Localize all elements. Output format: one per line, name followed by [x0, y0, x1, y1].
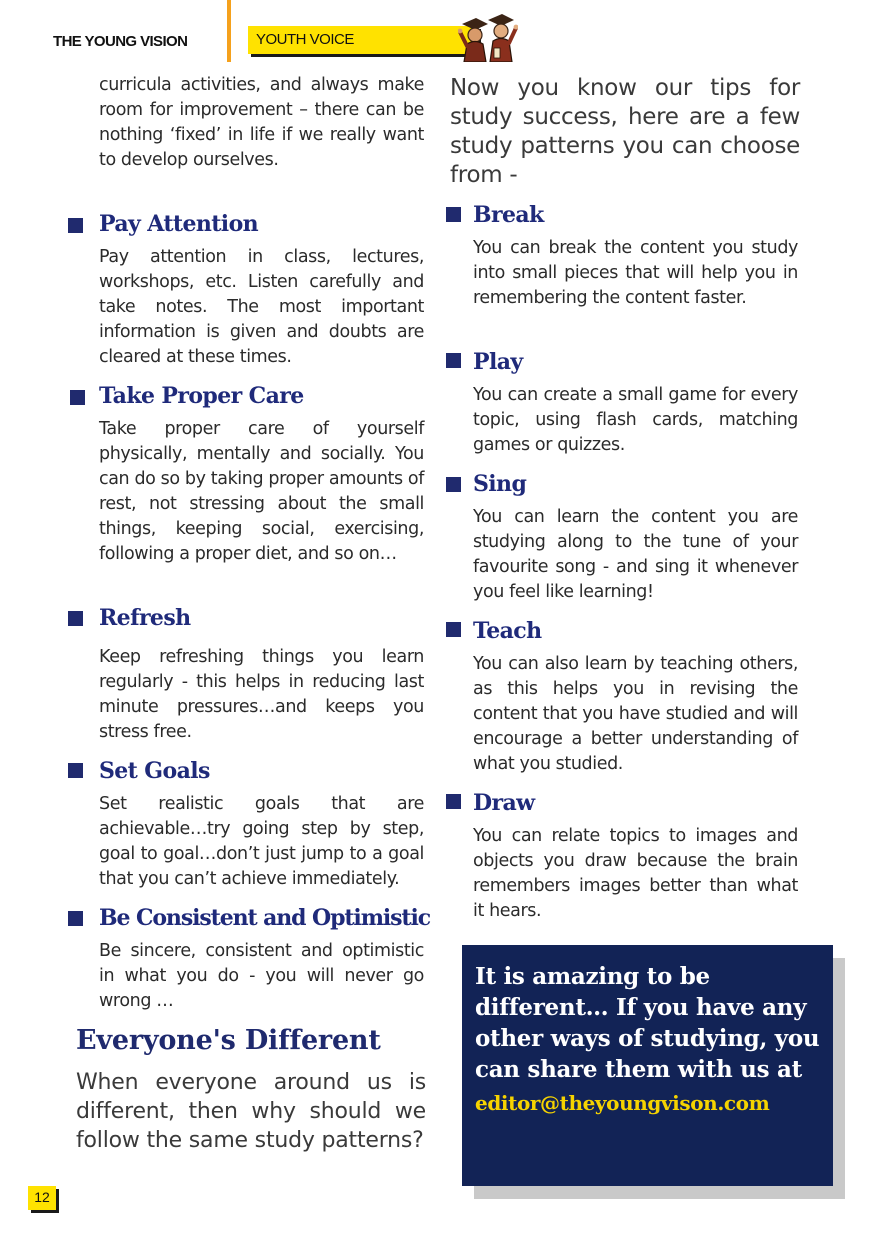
tip-title: Refresh — [99, 605, 191, 631]
section-tag — [248, 26, 478, 54]
tip-title: Take Proper Care — [99, 383, 304, 409]
pattern-body: You can create a small game for every topic, using flash cards, matching games or quizzes. — [473, 385, 798, 455]
tip-body: Pay attention in class, lectures, workshops, etc. Listen carefully and take notes. The most important information is given and doubts are cleared at these times. — [99, 247, 424, 367]
pattern-title: Play — [473, 349, 523, 375]
email-link[interactable]: editor@theyoungvison.com — [475, 1091, 770, 1115]
pattern-title: Break — [473, 202, 544, 228]
square-bullet-icon — [446, 207, 461, 222]
tip-body: Set realistic goals that are achievable…try going step by step, goal to goal…don’t just jump to a goal that you can’t achieve immediately. — [99, 794, 424, 889]
square-bullet-icon — [446, 477, 461, 492]
pattern-title: Teach — [473, 618, 542, 644]
square-bullet-icon — [70, 390, 85, 405]
square-bullet-icon — [68, 218, 83, 233]
page-number: 12 — [28, 1186, 56, 1210]
pattern-title: Draw — [473, 790, 535, 816]
pattern-title: Sing — [473, 471, 527, 497]
pattern-body: You can break the content you study into small pieces that will help you in remembering the content faster. — [473, 238, 798, 308]
magazine-brand: THE YOUNG VISION — [53, 33, 188, 50]
header-divider — [227, 0, 231, 62]
pattern-body: You can also learn by teaching others, as this helps you in revising the content that you have studied and will encourage a better understanding of what you studied. — [473, 654, 798, 774]
square-bullet-icon — [68, 911, 83, 926]
tip-title: Pay Attention — [99, 211, 259, 237]
square-bullet-icon — [446, 353, 461, 368]
pattern-body: You can learn the content you are studying along to the tune of your favourite song - and sing it whenever you feel like learning! — [473, 507, 798, 602]
left-intro-text: curricula activities, and always make room for improvement – there can be nothing ‘fixed’ in life if we really want to develop ourselves. — [99, 75, 424, 170]
square-bullet-icon — [68, 611, 83, 626]
section-text: When everyone around us is different, then why should we follow the same study patterns? — [76, 1070, 426, 1153]
tip-body: Be sincere, consistent and optimistic in what you do - you will never go wrong … — [99, 941, 424, 1011]
section-heading: Everyone's Different — [76, 1025, 381, 1056]
tip-title: Set Goals — [99, 758, 210, 784]
tip-body: Keep refreshing things you learn regularly - this helps in reducing last minute pressures…and keeps you stress free. — [99, 647, 424, 742]
tip-title: Be Consistent and Optimistic — [99, 905, 431, 931]
callout-box — [462, 945, 833, 1186]
callout-text: It is amazing to be different… If you have any other ways of studying, you can share them with us at — [475, 963, 820, 1083]
square-bullet-icon — [446, 622, 461, 637]
square-bullet-icon — [446, 794, 461, 809]
pattern-body: You can relate topics to images and objects you draw because the brain remembers images better than what it hears. — [473, 826, 798, 921]
right-intro-text: Now you know our tips for study success, here are a few study patterns you can choose from - — [450, 75, 800, 188]
section-tag-label: YOUTH VOICE — [256, 31, 354, 48]
square-bullet-icon — [68, 763, 83, 778]
graduates-celebrating-icon — [458, 10, 518, 62]
tip-body: Take proper care of yourself physically, mentally and socially. You can do so by taking proper amounts of rest, not stressing about the small things, keeping social, exercising, following a proper diet, and so on… — [99, 419, 424, 564]
